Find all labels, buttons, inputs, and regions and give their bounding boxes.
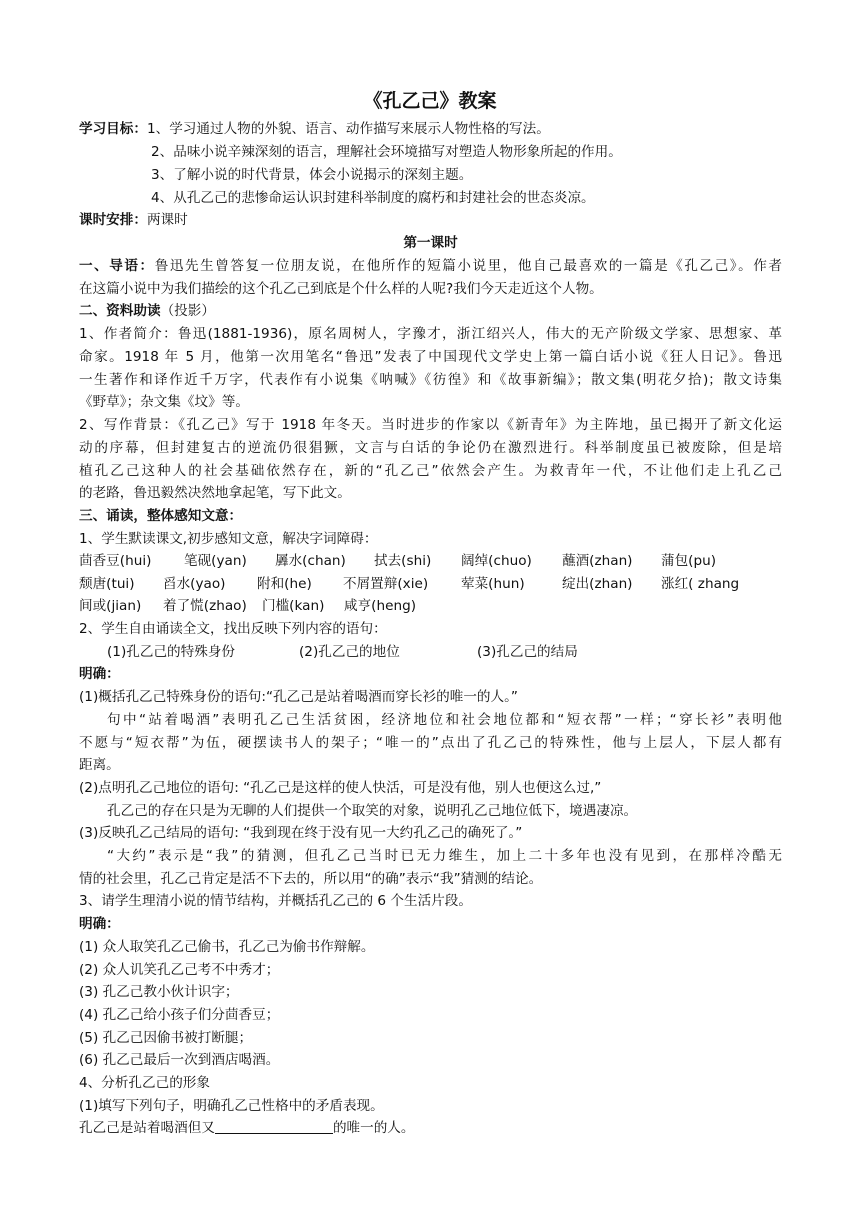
fill-blank[interactable] [215,1119,333,1134]
vocab-word: 着了慌(zhao) [163,598,247,614]
resources-text-6: 动的序幕，但封建复古的逆流仍很猖獗，文言与白话的争论仍在激烈进行。科举制度虽已被废除，但是培 [79,440,782,456]
point-2: (2)孔乙己的地位 [299,644,400,660]
reading-item-4: 4、分析孔乙己的形象 [79,1075,210,1091]
resources-text-1: 1、作者简介：鲁迅(1881-1936)，原名周树人，字豫才，浙江绍兴人，伟大的无产阶级文学家、思想家、革 [79,326,782,342]
vocab-word: 涨红( zhang [661,576,740,592]
answer-1-explain-1: 句中“站着喝酒”表明孔乙己生活贫困，经济地位和社会地位都和“短衣帮”一样；“穿长衫”表明他 [107,712,782,728]
answer-3: (3)反映孔乙己结局的语句: “我到现在终于没有见一大约孔乙己的确死了。” [79,825,523,841]
vocab-word: 荤菜(hun) [461,576,525,592]
vocab-word: 不屑置辩(xie) [343,576,429,592]
goal-3: 3、了解小说的时代背景，体会小说揭示的深刻主题。 [151,167,473,183]
fill-before: 孔乙己是站着喝酒但又 [79,1120,215,1136]
vocab-word: 蒲包(pu) [661,553,717,569]
lesson-heading: 第一课时 [403,235,458,251]
mingque-label-2: 明确： [79,916,120,932]
resources-note: （投影） [160,303,215,319]
plot-item-2: (2) 众人讥笑孔乙己考不中秀才； [79,962,280,978]
vocab-word: 附和(he) [257,576,312,592]
plot-item-4: (4) 孔乙己给小孩子们分茴香豆； [79,1007,280,1023]
vocab-word: 笔砚(yan) [184,553,247,569]
schedule-label: 课时安排： [79,212,147,228]
schedule-line [79,209,782,231]
resources-heading-line [79,300,782,322]
resources-heading: 二、资料助读 [79,303,161,319]
point-3: (3)孔乙己的结局 [477,644,578,660]
plot-item-6: (6) 孔乙己最后一次到酒店喝酒。 [79,1052,280,1068]
goal-4: 4、从孔乙己的悲惨命运认识封建科举制度的腐朽和封建社会的世态炎凉。 [151,190,595,206]
vocab-word: 门槛(kan) [262,598,325,614]
resources-text-5: 2、写作背景：《孔乙己》写于 1918 年冬天。当时进步的作家以《新青年》为主阵地，虽已揭开了新文化运 [79,417,782,433]
reading-item-3: 3、请学生理清小说的情节结构，并概括孔乙己的 6 个生活片段。 [79,893,472,909]
point-1: (1)孔乙己的特殊身份 [107,644,236,660]
answer-3-explain-1: “大约”表示是“我”的猜测，但孔乙己当时已无力维生，加上二十多年也没有见到，在那样冷酷无 [107,848,782,864]
vocab-word: 蘸酒(zhan) [562,553,633,569]
reading-item-2: 2、学生自由诵读全文，找出反映下列内容的语句： [79,621,387,637]
reading-item-4-sub: (1)填写下列句子，明确孔乙己性格中的矛盾表现。 [79,1098,384,1114]
vocab-word: 绽出(zhan) [562,576,633,592]
goal-1: 1、学习通过人物的外貌、语言、动作描写来展示人物性格的写法。 [146,121,550,137]
intro-text-2: 在这篇小说中为我们描绘的这个孔乙己到底是个什么样的人呢?我们今天走近这个人物。 [79,281,603,297]
answer-2-explain: 孔乙己的存在只是为无聊的人们提供一个取笑的对象，说明孔乙己地位低下，境遇凄凉。 [107,803,638,819]
answer-3-explain-2: 情的社会里，孔乙己肯定是活不下去的，所以用“的确”表示“我”猜测的结论。 [79,871,543,887]
goals-label: 学习目标： [79,121,147,137]
page-title: 《孔乙己》教案 [363,90,497,112]
fill-in-sentence [79,1117,782,1139]
goal-1-line [79,118,782,140]
intro-heading: 一、导语： [79,258,155,274]
answer-1-explain-3: 距离。 [79,757,120,773]
plot-item-3: (3) 孔乙己教小伙计识字； [79,984,239,1000]
plot-item-1: (1) 众人取笑孔乙己偷书，孔乙己为偷书作辩解。 [79,939,375,955]
mingque-label: 明确： [79,666,120,682]
resources-text-4: 《野草》；杂文集《坟》等。 [79,394,249,410]
resources-text-3: 一生著作和译作近千万字，代表作有小说集《呐喊》《彷徨》和《故事新编》；散文集(明花夕拾)；散文诗集 [79,372,782,388]
intro-line-1 [79,255,782,277]
vocab-word: 羼水(chan) [275,553,346,569]
resources-text-8: 的老路，鲁迅毅然决然地拿起笔，写下此文。 [79,485,351,501]
vocab-word: 阔绰(chuo) [461,553,532,569]
fill-after: 的唯一的人。 [332,1120,415,1136]
reading-item-1: 1、学生默读课文,初步感知文意，解决字词障碍： [79,531,378,547]
vocab-word: 颓唐(tui) [79,576,135,592]
answer-1: (1)概括孔乙己特殊身份的语句:“孔乙己是站着喝酒而穿长衫的唯一的人。” [79,689,518,705]
vocab-word: 拭去(shi) [374,553,432,569]
goal-2: 2、品味小说辛辣深刻的语言，理解社会环境描写对塑造人物形象所起的作用。 [151,144,622,160]
answer-2: (2)点明孔乙己地位的语句: “孔乙己是这样的使人快活，可是没有他，别人也便这么过,” [79,780,602,796]
vocab-word: 茴香豆(hui) [79,553,152,569]
vocab-word: 间或(jian) [79,598,142,614]
plot-item-5: (5) 孔乙己因偷书被打断腿； [79,1030,253,1046]
reading-heading: 三、诵读，整体感知文意： [79,508,243,524]
intro-text-1: 鲁迅先生曾答复一位朋友说，在他所作的短篇小说里，他自己最喜欢的一篇是《孔乙己》。作者 [154,258,783,274]
answer-1-explain-2: 不愿与“短衣帮”为伍，硬摆读书人的架子；“唯一的”点出了孔乙己的特殊性，他与上层人，下层人都有 [79,735,782,751]
resources-text-7: 植孔乙己这种人的社会基础依然存在，新的“孔乙己”依然会产生。为救青年一代，不让他们走上孔乙己 [79,463,782,479]
schedule-value: 两课时 [146,212,188,228]
vocab-word: 舀水(yao) [163,576,226,592]
vocab-word: 咸亨(heng) [344,598,417,614]
resources-text-2: 命家。1918 年 5 月，他第一次用笔名“鲁迅”发表了中国现代文学史上第一篇白话小说《狂人日记》。鲁迅 [79,349,782,365]
